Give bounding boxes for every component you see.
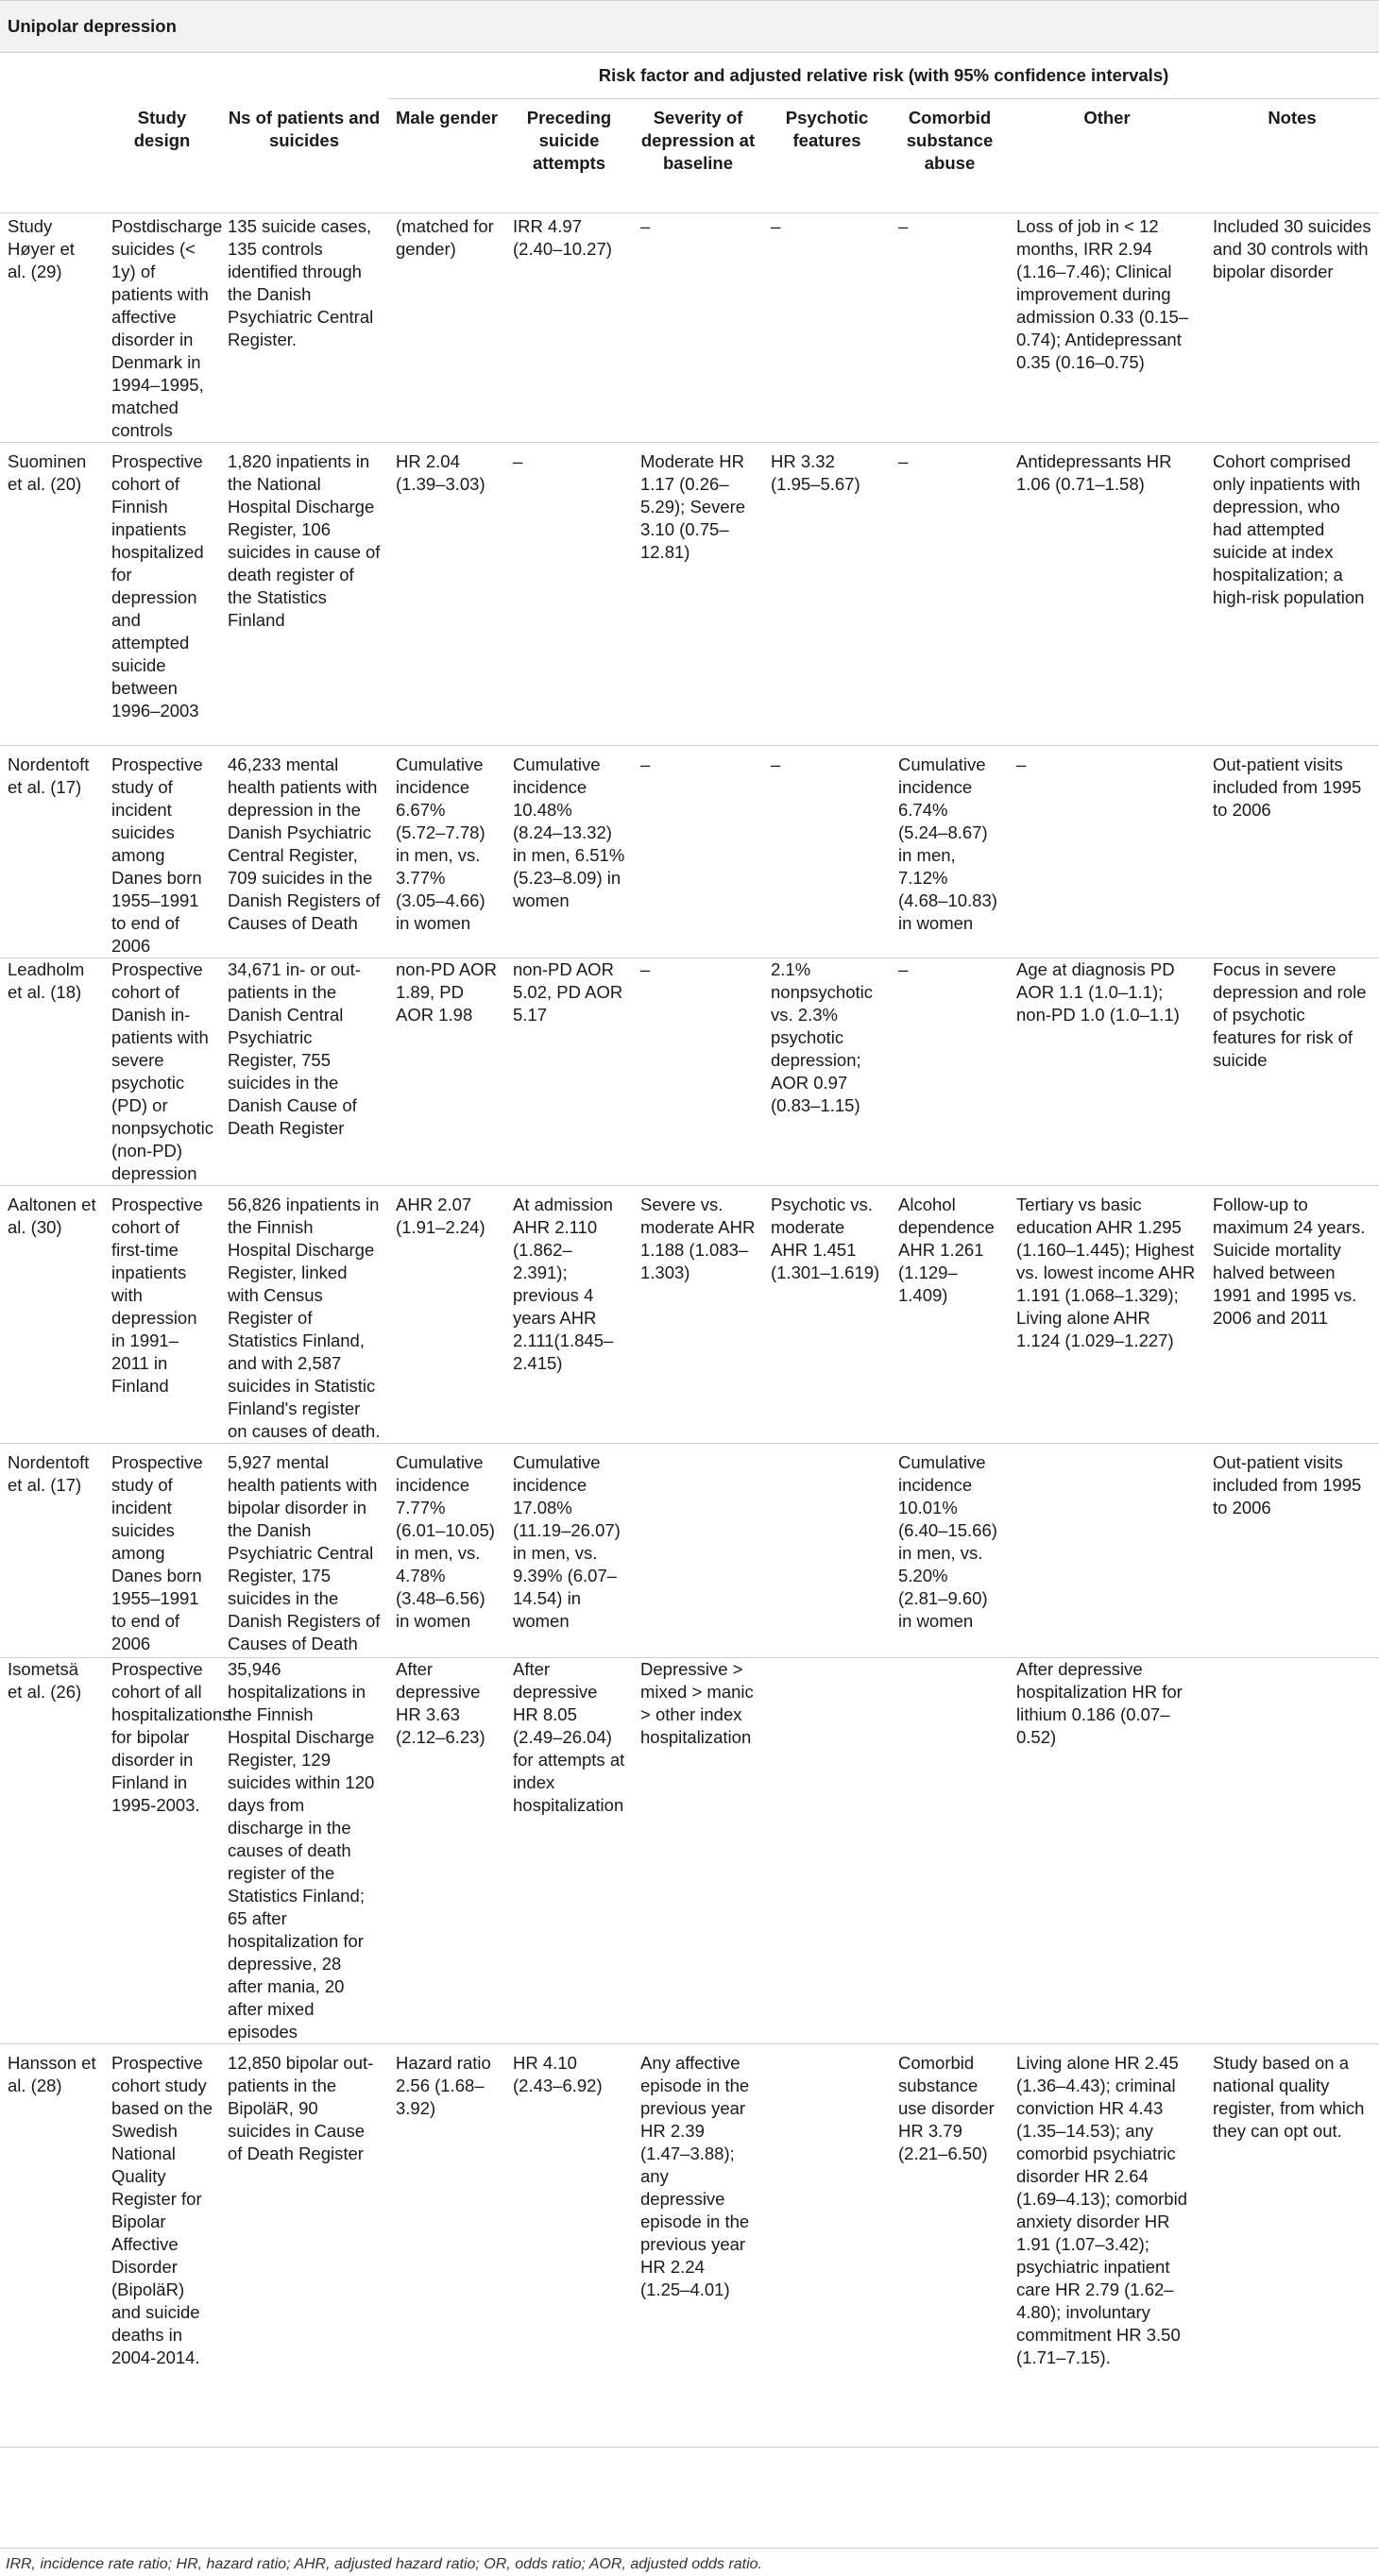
- cell-ns: 35,946 hospitalizations in the Finnish Hospital Discharge Register, 129 suicides within 120 days from discharge in the causes of death register of the Statistics Finland; 65 after hospitalization for depressive, 28 after mania, 20 after mixed episodes: [220, 1658, 388, 2044]
- cell-ns: 135 suicide cases, 135 controls identified through the Danish Psychiatric Central Register.: [220, 213, 388, 443]
- table-row: [0, 1444, 1379, 1658]
- cell-severity: [633, 1444, 763, 1658]
- table-row: [0, 1186, 1379, 1444]
- cell-substance: [891, 1658, 1009, 2044]
- cell-notes: Out-patient visits included from 1995 to 2006: [1205, 1444, 1379, 1658]
- cell-other: Tertiary vs basic education AHR 1.295 (1.160–1.445); Highest vs. lowest income AHR 1.191 (1.068–1.329); Living alone AHR 1.124 (1.029–1.227): [1009, 1186, 1205, 1444]
- cell-attempts: non-PD AOR 5.02, PD AOR 5.17: [505, 958, 633, 1186]
- cell-attempts: Cumulative incidence 17.08% (11.19–26.07) in men, vs. 9.39% (6.07–14.54) in women: [505, 1444, 633, 1658]
- cell-attempts: After depressive HR 8.05 (2.49–26.04) for attempts at index hospitalization: [505, 1658, 633, 2044]
- cell-notes: Cohort comprised only inpatients with depression, who had attempted suicide at index hospitalization; a high-risk population: [1205, 443, 1379, 746]
- col-header-design: Study design: [104, 99, 220, 213]
- cell-study: Study Høyer et al. (29): [0, 213, 104, 443]
- cell-attempts: At admission AHR 2.110 (1.862–2.391); previous 4 years AHR 2.111(1.845–2.415): [505, 1186, 633, 1444]
- cell-psychotic: Psychotic vs. moderate AHR 1.451 (1.301–1.619): [763, 1186, 891, 1444]
- cell-design: Prospective cohort of all hospitalizations for bipolar disorder in Finland in 1995-2003.: [104, 1658, 220, 2044]
- cell-notes: Focus in severe depression and role of psychotic features for risk of suicide: [1205, 958, 1379, 1186]
- cell-substance: Comorbid substance use disorder HR 3.79 (2.21–6.50): [891, 2044, 1009, 2448]
- table-row: [0, 2044, 1379, 2448]
- cell-ns: 5,927 mental health patients with bipolar disorder in the Danish Psychiatric Central Register, 175 suicides in the Danish Registers of Causes of Death: [220, 1444, 388, 1658]
- cell-severity: Depressive > mixed > manic > other index hospitalization: [633, 1658, 763, 2044]
- risk-header-row: [0, 53, 1379, 99]
- col-header-severity: Severity of depression at baseline: [633, 99, 763, 213]
- cell-psychotic: 2.1% nonpsychotic vs. 2.3% psychotic depression; AOR 0.97 (0.83–1.15): [763, 958, 891, 1186]
- cell-attempts: –: [505, 443, 633, 746]
- cell-notes: [1205, 1658, 1379, 2044]
- cell-study: Suominen et al. (20): [0, 443, 104, 746]
- cell-substance: Alcohol dependence AHR 1.261 (1.129–1.409): [891, 1186, 1009, 1444]
- cell-attempts: IRR 4.97 (2.40–10.27): [505, 213, 633, 443]
- cell-other: After depressive hospitalization HR for lithium 0.186 (0.07–0.52): [1009, 1658, 1205, 2044]
- cell-study: Nordentoft et al. (17): [0, 1444, 104, 1658]
- cell-design: Prospective cohort of Danish in-patients with severe psychotic (PD) or nonpsychotic (non-PD) depression: [104, 958, 220, 1186]
- cell-ns: 46,233 mental health patients with depression in the Danish Psychiatric Central Register, 709 suicides in the Danish Registers of Causes of Death: [220, 746, 388, 958]
- cell-male: Cumulative incidence 7.77% (6.01–10.05) in men, vs. 4.78% (3.48–6.56) in women: [388, 1444, 505, 1658]
- col-header-attempts: Preceding suicide attempts: [505, 99, 633, 213]
- cell-attempts: Cumulative incidence 10.48% (8.24–13.32) in men, 6.51% (5.23–8.09) in women: [505, 746, 633, 958]
- cell-study: Leadholm et al. (18): [0, 958, 104, 1186]
- cell-attempts: HR 4.10 (2.43–6.92): [505, 2044, 633, 2448]
- risk-factor-header: Risk factor and adjusted relative risk (with 95% confidence intervals): [388, 53, 1379, 99]
- cell-notes: Out-patient visits included from 1995 to 2006: [1205, 746, 1379, 958]
- cell-psychotic: [763, 2044, 891, 2448]
- cell-substance: Cumulative incidence 6.74% (5.24–8.67) in men, 7.12% (4.68–10.83) in women: [891, 746, 1009, 958]
- cell-other: Living alone HR 2.45 (1.36–4.43); criminal conviction HR 4.43 (1.35–14.53); any comorbid psychiatric disorder HR 2.64 (1.69–4.13); comorbid anxiety disorder HR 1.91 (1.07–3.42); psychiatric inpatient care HR 2.79 (1.62–4.80); involuntary commitment HR 3.50 (1.71–7.15).: [1009, 2044, 1205, 2448]
- cell-other: Loss of job in < 12 months, IRR 2.94 (1.16–7.46); Clinical improvement during admission 0.33 (0.15–0.74); Antidepressant 0.35 (0.16–0.75): [1009, 213, 1205, 443]
- cell-substance: Cumulative incidence 10.01% (6.40–15.66) in men, vs. 5.20% (2.81–9.60) in women: [891, 1444, 1009, 1658]
- cell-male: Cumulative incidence 6.67% (5.72–7.78) in men, vs. 3.77% (3.05–4.66) in women: [388, 746, 505, 958]
- cell-ns: 56,826 inpatients in the Finnish Hospital Discharge Register, linked with Census Register of Statistics Finland, and with 2,587 suicides in Statistic Finland's register on causes of death.: [220, 1186, 388, 1444]
- section-title-row: [0, 1, 1379, 53]
- cell-study: Nordentoft et al. (17): [0, 746, 104, 958]
- cell-psychotic: –: [763, 213, 891, 443]
- table-row: [0, 746, 1379, 958]
- section-title: Unipolar depression: [0, 1, 1379, 53]
- cell-psychotic: HR 3.32 (1.95–5.67): [763, 443, 891, 746]
- column-header-row: [0, 99, 1379, 213]
- table-row: [0, 1658, 1379, 2044]
- cell-severity: –: [633, 746, 763, 958]
- cell-study: Isometsä et al. (26): [0, 1658, 104, 2044]
- cell-other: –: [1009, 746, 1205, 958]
- cell-study: Hansson et al. (28): [0, 2044, 104, 2448]
- cell-male: Hazard ratio 2.56 (1.68–3.92): [388, 2044, 505, 2448]
- cell-design: Prospective cohort of first-time inpatients with depression in 1991–2011 in Finland: [104, 1186, 220, 1444]
- cell-design: Prospective study of incident suicides among Danes born 1955–1991 to end of 2006: [104, 746, 220, 958]
- cell-male: AHR 2.07 (1.91–2.24): [388, 1186, 505, 1444]
- cell-notes: Study based on a national quality register, from which they can opt out.: [1205, 2044, 1379, 2448]
- cell-design: Prospective cohort study based on the Swedish National Quality Register for Bipolar Affective Disorder (BipoläR) and suicide deaths in 2004-2014.: [104, 2044, 220, 2448]
- cell-severity: –: [633, 958, 763, 1186]
- col-header-psychotic: Psychotic features: [763, 99, 891, 213]
- cell-severity: Any affective episode in the previous year HR 2.39 (1.47–3.88); any depressive episode in the previous year HR 2.24 (1.25–4.01): [633, 2044, 763, 2448]
- col-header-other: Other: [1009, 99, 1205, 213]
- cell-psychotic: –: [763, 746, 891, 958]
- cell-male: non-PD AOR 1.89, PD AOR 1.98: [388, 958, 505, 1186]
- cell-substance: –: [891, 213, 1009, 443]
- cell-other: [1009, 1444, 1205, 1658]
- cell-substance: –: [891, 443, 1009, 746]
- cell-other: Age at diagnosis PD AOR 1.1 (1.0–1.1); non-PD 1.0 (1.0–1.1): [1009, 958, 1205, 1186]
- table-footnote: IRR, incidence rate ratio; HR, hazard ratio; AHR, adjusted hazard ratio; OR, odds ratio; AOR, adjusted odds ratio.: [0, 2548, 1379, 2573]
- cell-male: After depressive HR 3.63 (2.12–6.23): [388, 1658, 505, 2044]
- cell-design: Prospective study of incident suicides among Danes born 1955–1991 to end of 2006: [104, 1444, 220, 1658]
- col-header-notes: Notes: [1205, 99, 1379, 213]
- cell-other: Antidepressants HR 1.06 (0.71–1.58): [1009, 443, 1205, 746]
- cell-study: Aaltonen et al. (30): [0, 1186, 104, 1444]
- cell-severity: Severe vs. moderate AHR 1.188 (1.083–1.303): [633, 1186, 763, 1444]
- table-row: [0, 213, 1379, 443]
- col-header-study: [0, 99, 104, 213]
- cell-ns: 1,820 inpatients in the National Hospital Discharge Register, 106 suicides in cause of death register of the Statistics Finland: [220, 443, 388, 746]
- col-header-ns: Ns of patients and suicides: [220, 99, 388, 213]
- cell-notes: Included 30 suicides and 30 controls with bipolar disorder: [1205, 213, 1379, 443]
- cell-design: Postdischarge suicides (< 1y) of patients with affective disorder in Denmark in 1994–1995, matched controls: [104, 213, 220, 443]
- cell-notes: Follow-up to maximum 24 years. Suicide mortality halved between 1991 and 1995 vs. 2006 and 2011: [1205, 1186, 1379, 1444]
- cell-severity: –: [633, 213, 763, 443]
- col-header-male: Male gender: [388, 99, 505, 213]
- cell-design: Prospective cohort of Finnish inpatients hospitalized for depression and attempted suicide between 1996–2003: [104, 443, 220, 746]
- cell-male: HR 2.04 (1.39–3.03): [388, 443, 505, 746]
- cell-substance: –: [891, 958, 1009, 1186]
- cell-psychotic: [763, 1658, 891, 2044]
- table-row: [0, 958, 1379, 1186]
- cell-psychotic: [763, 1444, 891, 1658]
- cell-severity: Moderate HR 1.17 (0.26–5.29); Severe 3.10 (0.75–12.81): [633, 443, 763, 746]
- col-header-substance: Comorbid substance abuse: [891, 99, 1009, 213]
- cell-ns: 34,671 in- or out-patients in the Danish Central Psychiatric Register, 755 suicides in the Danish Cause of Death Register: [220, 958, 388, 1186]
- cell-male: (matched for gender): [388, 213, 505, 443]
- table-row: [0, 443, 1379, 746]
- cell-ns: 12,850 bipolar out-patients in the BipoläR, 90 suicides in Cause of Death Register: [220, 2044, 388, 2448]
